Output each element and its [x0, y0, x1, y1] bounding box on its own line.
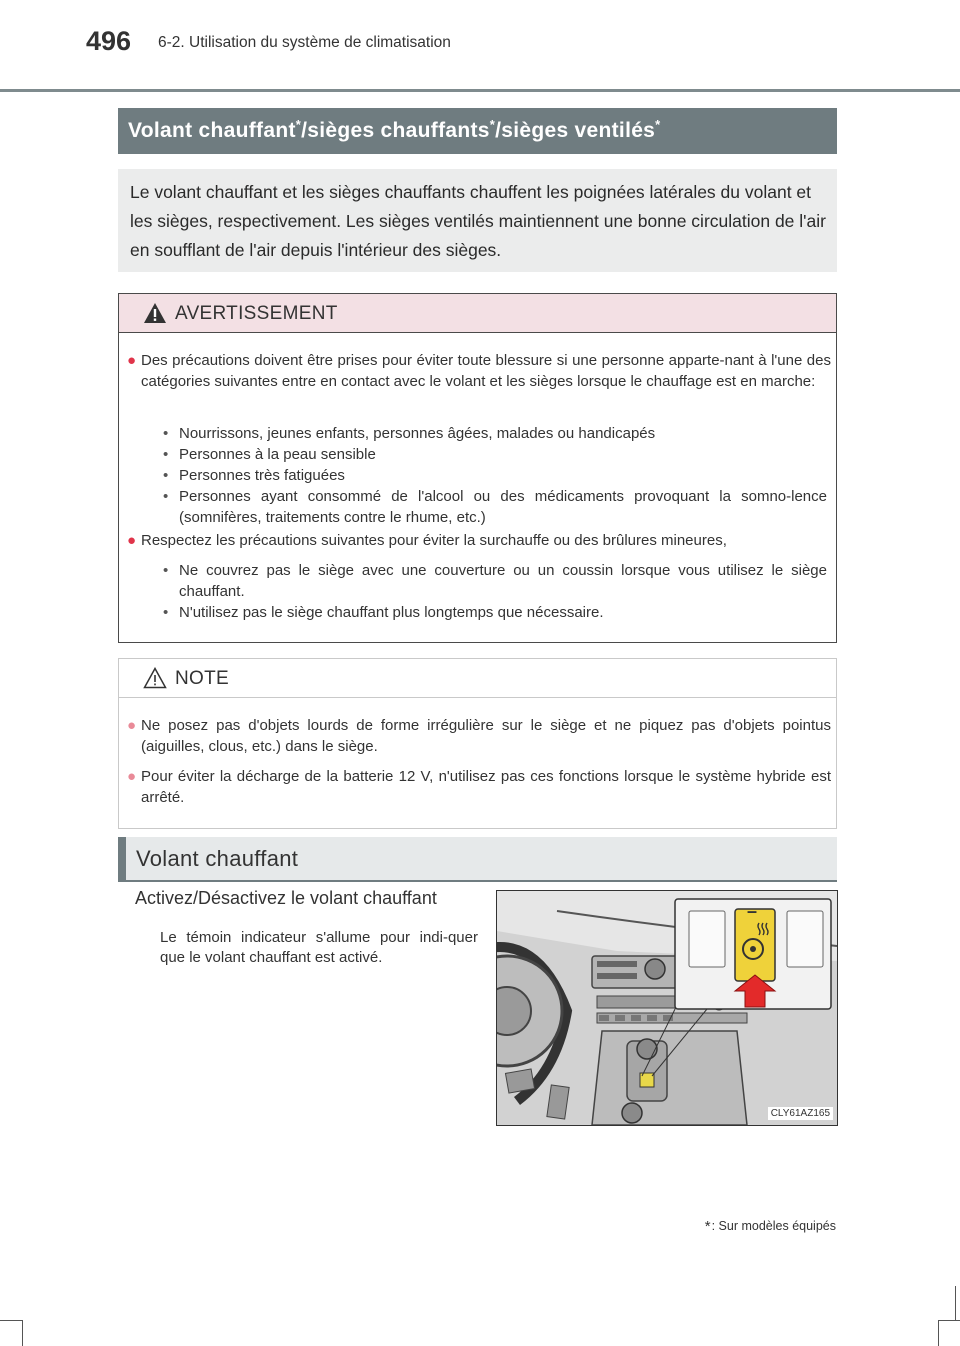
- caption-sub: Le témoin indicateur s'allume pour indi-quer que le volant chauffant est activé.: [160, 929, 478, 966]
- bullet-icon: ●: [127, 768, 137, 785]
- dashboard-figure: [496, 890, 838, 1126]
- warning-header: [119, 294, 836, 333]
- crop-mark: [938, 1320, 939, 1346]
- warning-subitem: • Personnes très fatiguées: [179, 466, 827, 487]
- asterisk-mark: *: [489, 117, 496, 132]
- warning-item: ● Respectez les précautions suivantes pour éviter la surchauffe ou des brûlures mineures,: [141, 531, 831, 552]
- sub-bullet-icon: •: [163, 488, 169, 505]
- dashboard-illustration: [497, 891, 837, 1125]
- bullet-icon: ●: [127, 532, 137, 549]
- warning-subitem: • N'utilisez pas le siège chauffant plus longtemps que nécessaire.: [179, 603, 827, 624]
- note-item: ● Ne posez pas d'objets lourds de forme irrégulière sur le siège et ne piquez pas d'objets pointus (aiguilles, clous, etc.) dans le siège.: [127, 717, 831, 755]
- warning-triangle-icon: [143, 302, 167, 324]
- intro-text: Le volant chauffant et les sièges chauffants chauffent les poignées latérales du volant et les sièges, respectivement. Les sièges ventilés maintiennent une bonne circulation de l'air en soufflant de l'air depuis l'intérieur des sièges.: [130, 182, 826, 260]
- section-rule: [118, 880, 837, 882]
- crop-mark: [955, 1286, 956, 1320]
- warning-subitem: • Personnes ayant consommé de l'alcool ou des médicaments provoquant la somno-lence (somnifères, traitements contre le rhume, etc.): [163, 488, 827, 526]
- crop-mark: [0, 1320, 22, 1321]
- sub-bullet-icon: •: [163, 562, 169, 579]
- figure-id: CLY61AZ165: [768, 1107, 833, 1120]
- indicator-dash: –: [747, 901, 758, 921]
- warning-box: [118, 293, 837, 643]
- page-header: [86, 26, 886, 66]
- warning-item: ● Des précautions doivent être prises pour éviter toute blessure si une personne apparte-nant à l'une des catégories suivantes entre en contact avec le volant et les sièges lorsque le chauffage est en marche:: [127, 352, 831, 390]
- warning-subitem: • Personnes à la peau sensible: [179, 445, 827, 466]
- intro-box: [118, 169, 837, 272]
- section-title: Volant chauffant: [136, 846, 299, 871]
- crop-mark: [22, 1320, 23, 1346]
- sub-bullet-icon: •: [163, 425, 169, 442]
- warning-subitem: • Nourrissons, jeunes enfants, personnes âgées, malades ou handicapés: [179, 424, 827, 445]
- main-title: Volant chauffant*/sièges chauffants*/sièges ventilés*: [128, 117, 661, 142]
- sub-bullet-icon: •: [163, 467, 169, 484]
- section-accent: [118, 837, 126, 881]
- bullet-icon: ●: [127, 352, 137, 369]
- warning-label: AVERTISSEMENT: [175, 303, 338, 324]
- header-rule: [0, 89, 960, 92]
- sub-bullet-icon: •: [163, 604, 169, 621]
- crop-mark: [938, 1320, 960, 1321]
- caption-main: Activez/Désactivez le volant chauffant: [135, 888, 437, 908]
- asterisk-mark: *: [295, 117, 302, 132]
- note-label: NOTE: [175, 668, 229, 689]
- asterisk-mark: *: [704, 1218, 711, 1235]
- chapter-title: 6-2. Utilisation du système de climatisation: [158, 34, 451, 51]
- bullet-icon: ●: [127, 717, 137, 734]
- note-item: ● Pour éviter la décharge de la batterie 12 V, n'utilisez pas ces fonctions lorsque le système hybride est arrêté.: [127, 768, 831, 806]
- note-box: [118, 658, 837, 829]
- asterisk-mark: *: [655, 117, 661, 132]
- main-title-bar: [118, 108, 837, 154]
- note-header: [119, 659, 836, 698]
- page-number: 496: [86, 26, 132, 56]
- footnote: *: Sur modèles équipés: [704, 1218, 836, 1235]
- section-title-bar: [118, 837, 837, 881]
- sub-bullet-icon: •: [163, 446, 169, 463]
- caution-triangle-icon: [143, 667, 167, 689]
- warning-subitem: • Ne couvrez pas le siège avec une couverture ou un coussin lorsque vous utilisez le siège chauffant.: [163, 562, 827, 600]
